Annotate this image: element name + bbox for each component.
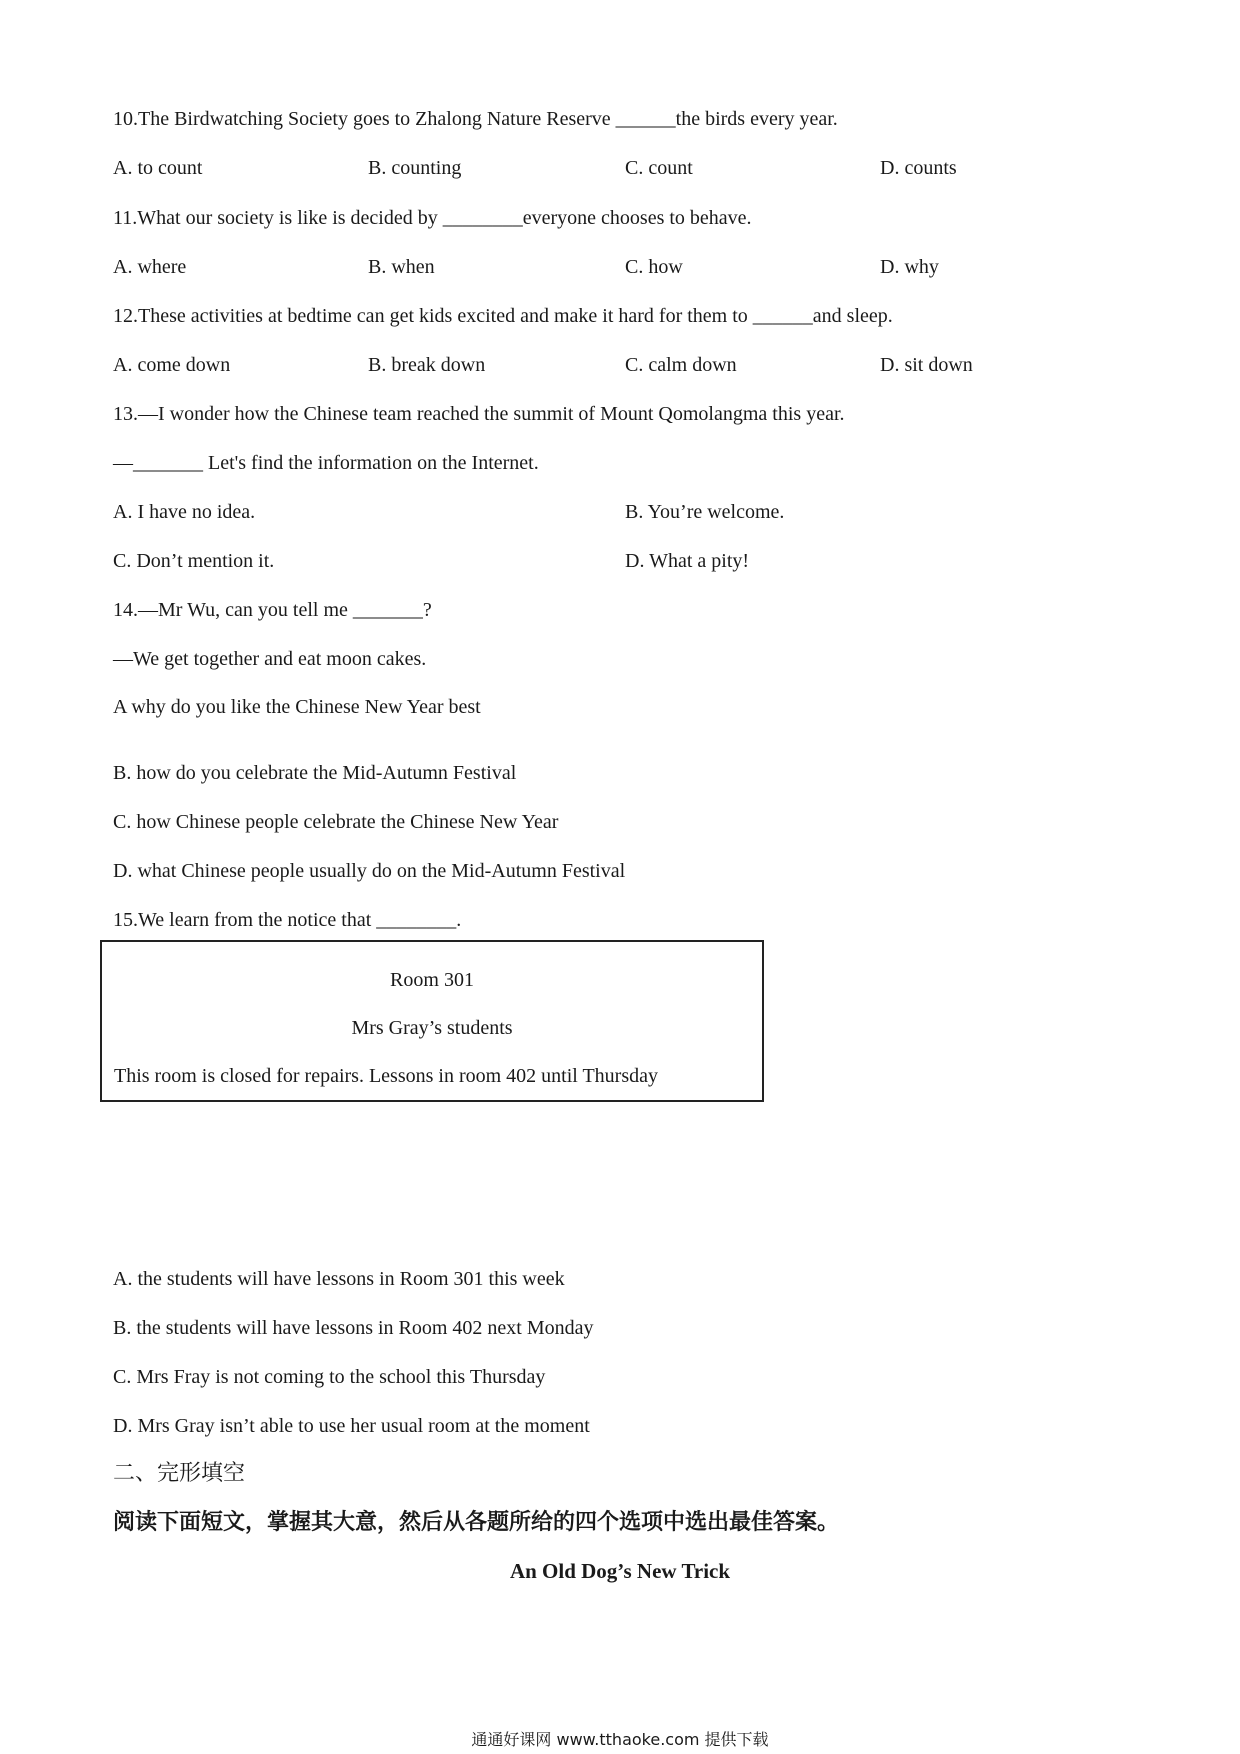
q13-stem: 13.—I wonder how the Chinese team reached the summit of Mount Qomolangma this year. xyxy=(113,403,845,425)
q10-option-a[interactable]: A. to count xyxy=(113,157,203,179)
q13-reply: —_______ Let's find the information on the Internet. xyxy=(113,452,539,474)
notice-owner: Mrs Gray’s students xyxy=(351,1017,513,1039)
q12-option-d[interactable]: D. sit down xyxy=(880,354,973,376)
notice-box xyxy=(100,940,764,1102)
page-footer: 通通好课网 www.tthaoke.com 提供下载 xyxy=(471,1730,769,1749)
q14-option-a[interactable]: A why do you like the Chinese New Year best xyxy=(113,696,481,718)
q14-reply: —We get together and eat moon cakes. xyxy=(113,648,427,670)
section-heading: 二、完形填空 xyxy=(113,1461,246,1486)
notice-room: Room 301 xyxy=(390,969,474,991)
q10-option-d[interactable]: D. counts xyxy=(880,157,957,179)
q11-option-a[interactable]: A. where xyxy=(113,256,187,278)
q13-option-a[interactable]: A. I have no idea. xyxy=(113,501,256,523)
q13-option-c[interactable]: C. Don’t mention it. xyxy=(113,550,275,572)
section-instruction: 阅读下面短文，掌握其大意，然后从各题所给的四个选项中选出最佳答案。 xyxy=(113,1510,840,1535)
q15-option-a[interactable]: A. the students will have lessons in Room 301 this week xyxy=(113,1268,565,1290)
q13-option-b[interactable]: B. You’re welcome. xyxy=(625,501,785,523)
q14-option-b[interactable]: B. how do you celebrate the Mid-Autumn Festival xyxy=(113,762,517,784)
notice-message: This room is closed for repairs. Lessons in room 402 until Thursday xyxy=(114,1065,659,1087)
passage-title: An Old Dog’s New Trick xyxy=(509,1559,731,1583)
q10-option-b[interactable]: B. counting xyxy=(368,157,462,179)
q15-stem: 15.We learn from the notice that ________. xyxy=(113,909,462,931)
q10-stem: 10.The Birdwatching Society goes to Zhalong Nature Reserve ______the birds every year. xyxy=(113,108,838,130)
q11-stem: 11.What our society is like is decided by ________everyone chooses to behave. xyxy=(113,207,752,229)
q14-option-c[interactable]: C. how Chinese people celebrate the Chinese New Year xyxy=(113,811,559,833)
q14-option-d[interactable]: D. what Chinese people usually do on the Mid-Autumn Festival xyxy=(113,860,626,882)
q15-option-d[interactable]: D. Mrs Gray isn’t able to use her usual room at the moment xyxy=(113,1415,590,1437)
q15-option-b[interactable]: B. the students will have lessons in Room 402 next Monday xyxy=(113,1317,594,1339)
q12-option-a[interactable]: A. come down xyxy=(113,354,231,376)
q15-option-c[interactable]: C. Mrs Fray is not coming to the school this Thursday xyxy=(113,1366,546,1388)
q10-option-c[interactable]: C. count xyxy=(625,157,693,179)
q12-option-c[interactable]: C. calm down xyxy=(625,354,737,376)
q13-option-d[interactable]: D. What a pity! xyxy=(625,550,750,572)
q12-stem: 12.These activities at bedtime can get kids excited and make it hard for them to ______and sleep. xyxy=(113,305,893,327)
q12-option-b[interactable]: B. break down xyxy=(368,354,486,376)
q11-option-d[interactable]: D. why xyxy=(880,256,939,278)
q11-option-b[interactable]: B. when xyxy=(368,256,435,278)
q14-stem: 14.—Mr Wu, can you tell me _______? xyxy=(113,599,432,621)
q11-option-c[interactable]: C. how xyxy=(625,256,683,278)
